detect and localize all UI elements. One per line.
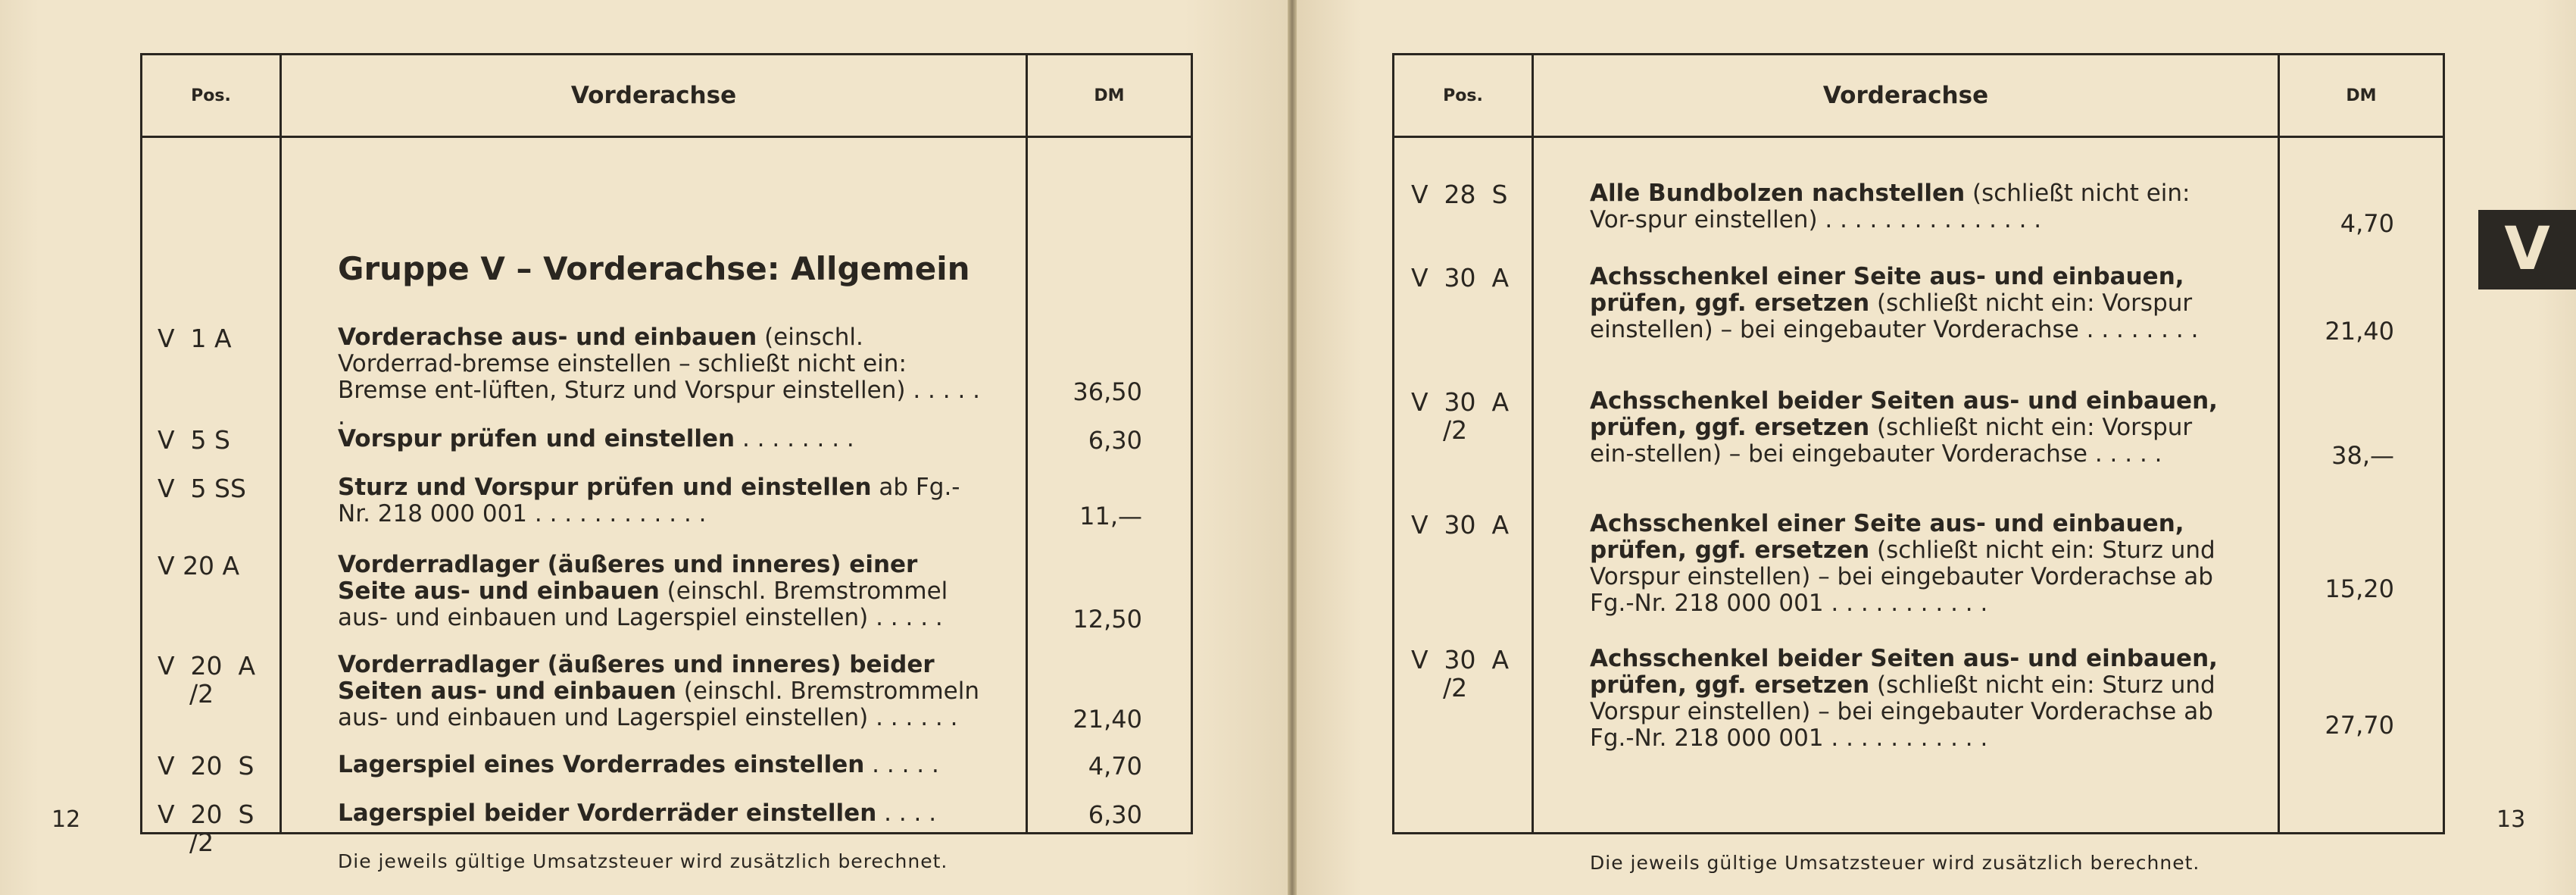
pos-code: V 1 A <box>158 324 232 353</box>
entry-text: . . . . . <box>864 751 939 778</box>
entry-desc <box>1590 511 2241 617</box>
left-price-table <box>140 53 1193 872</box>
entry-desc <box>338 426 989 452</box>
price: 4,70 <box>2340 209 2394 238</box>
header-pos: Pos. <box>1394 55 1533 137</box>
group-title: Gruppe V – Vorderachse: Allgemein <box>338 250 970 287</box>
header-dm: DM <box>2279 55 2444 137</box>
entry-text: . . . . <box>876 800 937 827</box>
entry-desc <box>338 474 989 527</box>
page-number-left: 12 <box>52 806 81 833</box>
price: 4,70 <box>1088 752 1142 781</box>
price: 21,40 <box>1073 705 1142 734</box>
entry-desc <box>338 800 989 827</box>
price: 15,20 <box>2325 574 2394 603</box>
right-price-table <box>1392 53 2445 874</box>
entry-title: Vorderachse aus- und einbauen <box>338 324 757 351</box>
tax-note: Die jeweils gültige Umsatzsteuer wird zusätzlich berechnet. <box>338 850 948 872</box>
entry-title: Sturz und Vorspur prüfen und einstellen <box>338 474 872 501</box>
pos-code: V 28 S <box>1411 180 1508 209</box>
pos-code: V 20 A /2 <box>158 651 256 709</box>
tax-note: Die jeweils gültige Umsatzsteuer wird zusätzlich berechnet. <box>1590 852 2200 874</box>
entry-title: Vorderradlager (äußeres und inneres) beider Seiten aus- und einbauen <box>338 651 935 705</box>
price: 27,70 <box>2325 711 2394 740</box>
entry-desc <box>338 552 989 631</box>
price: 21,40 <box>2325 317 2394 346</box>
header-title: Vorderachse <box>281 55 1027 137</box>
entry-text: (schließt nicht ein: Sturz und Vorspur einstellen) – bei eingebauter Vorderachse ab Fg.-Nr. 218 000 001 . . . . . . . . . . . <box>1590 671 2215 752</box>
entry-desc <box>1590 180 2241 233</box>
header-dm: DM <box>1027 55 1192 137</box>
entry-text: (schließt nicht ein: Vor-spur einstellen) . . . . . . . . . . . . . . . <box>1590 180 2190 233</box>
pos-code: V 5 S <box>158 425 230 455</box>
entry-title: Achsschenkel einer Seite aus- und einbauen, prüfen, ggf. ersetzen <box>1590 510 2184 564</box>
pos-code: V 20 A <box>158 551 240 580</box>
entry-text: ab Fg.-Nr. 218 000 001 . . . . . . . . . . . . <box>338 474 960 527</box>
desc-column <box>1533 137 2279 874</box>
entry-title: Achsschenkel beider Seiten aus- und einbauen, prüfen, ggf. ersetzen <box>1590 387 2218 441</box>
pos-code: V 30 A <box>1411 510 1510 540</box>
price: 36,50 <box>1073 377 1142 406</box>
pos-code: V 30 A /2 <box>1411 387 1510 445</box>
entry-title: Vorspur prüfen und einstellen <box>338 425 735 452</box>
entry-text: (einschl. Vorderrad-bremse einstellen – schließt nicht ein: Bremse ent-lüften, Sturz und Vorspur einstellen) . . . . . . <box>338 324 981 430</box>
price: 6,30 <box>1088 426 1142 455</box>
entry-text: . . . . . . . . <box>735 425 854 452</box>
entry-desc <box>1590 646 2241 752</box>
pos-column <box>142 137 281 857</box>
entry-desc <box>338 324 989 430</box>
entry-text: (schließt nicht ein: Vorspur ein-stellen) – bei eingebauter Vorderachse . . . . . <box>1590 414 2193 468</box>
entry-title: Achsschenkel beider Seiten aus- und einbauen, prüfen, ggf. ersetzen <box>1590 645 2218 699</box>
price-column <box>2279 137 2444 834</box>
pos-code: V 20 S /2 <box>158 800 254 857</box>
entry-title: Vorderradlager (äußeres und inneres) einer Seite aus- und einbauen <box>338 551 918 605</box>
entry-desc <box>338 752 989 778</box>
entry-text: (schließt nicht ein: Sturz und Vorspur einstellen) – bei eingebauter Vorderachse ab Fg.-Nr. 218 000 001 . . . . . . . . . . . <box>1590 537 2215 617</box>
section-tab: V <box>2478 210 2576 289</box>
pos-code: V 30 A /2 <box>1411 645 1510 703</box>
price: 12,50 <box>1073 605 1142 634</box>
price-column <box>1027 137 1192 834</box>
entry-title: Alle Bundbolzen nachstellen <box>1590 180 1966 207</box>
entry-title: Lagerspiel beider Vorderräder einstellen <box>338 800 877 827</box>
pos-code: V 30 A <box>1411 263 1510 293</box>
entry-title: Achsschenkel einer Seite aus- und einbauen, prüfen, ggf. ersetzen <box>1590 263 2184 317</box>
entry-desc <box>338 652 989 731</box>
pos-code: V 20 S <box>158 751 254 781</box>
entry-desc <box>1590 388 2241 468</box>
header-pos: Pos. <box>142 55 281 137</box>
page-number-right: 13 <box>2496 806 2526 833</box>
entry-text: (einschl. Bremstrommel aus- und einbauen und Lagerspiel einstellen) . . . . . <box>338 577 948 631</box>
desc-column <box>281 137 1027 872</box>
price: 6,30 <box>1088 800 1142 829</box>
pos-code: V 5 SS <box>158 474 246 503</box>
book-gutter <box>1288 0 1297 895</box>
pos-column <box>1394 137 1533 834</box>
price: 38,— <box>2331 441 2394 470</box>
entry-title: Lagerspiel eines Vorderrades einstellen <box>338 751 865 778</box>
entry-text: (einschl. Bremstrommeln aus- und einbauen und Lagerspiel einstellen) . . . . . . <box>338 678 980 731</box>
header-title: Vorderachse <box>1533 55 2279 137</box>
entry-text: (schließt nicht ein: Vorspur einstellen) – bei eingebauter Vorderachse . . . . . . . . <box>1590 289 2199 343</box>
entry-desc <box>1590 264 2241 343</box>
price: 11,— <box>1079 502 1142 530</box>
